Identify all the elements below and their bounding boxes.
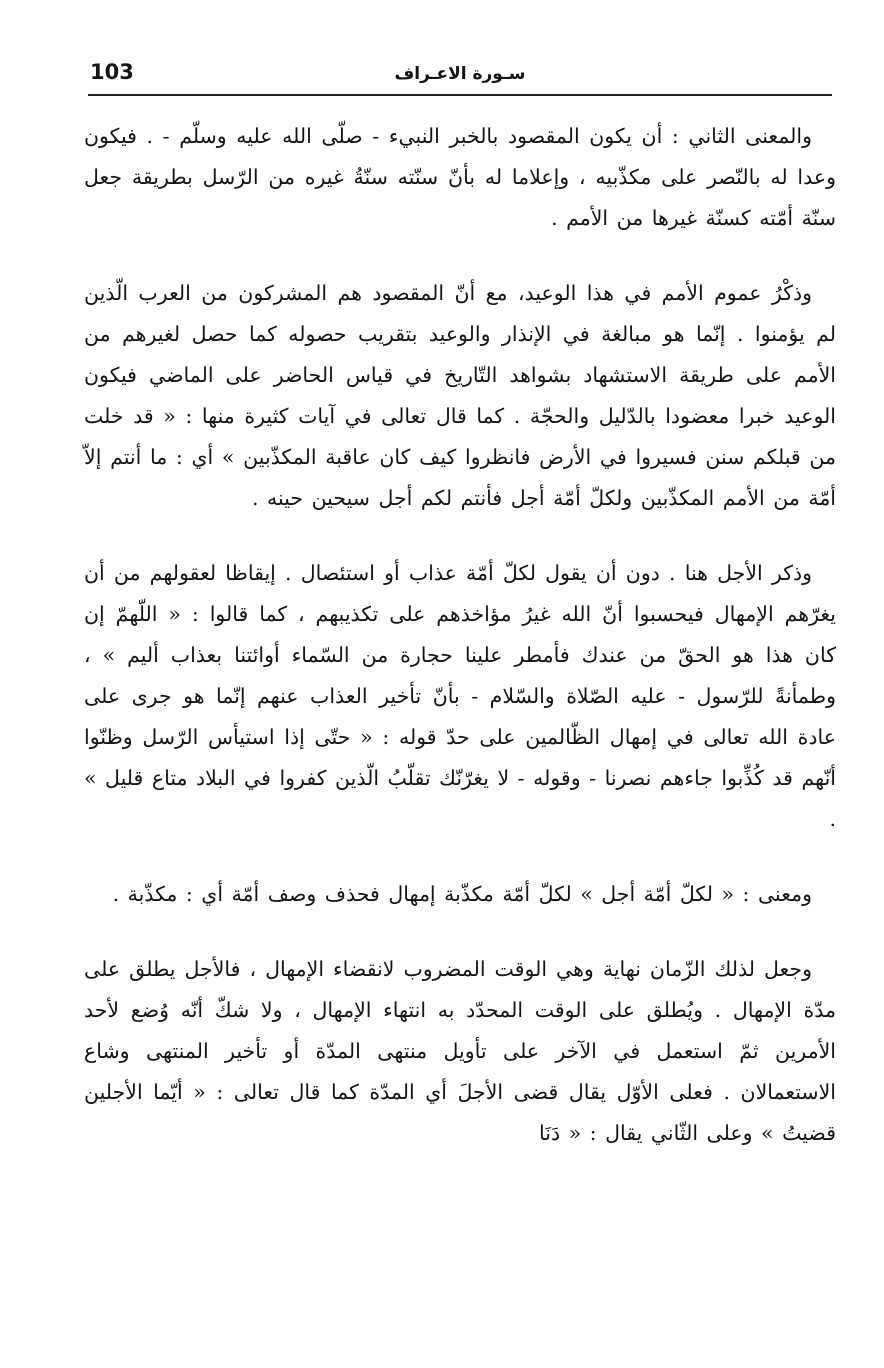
paragraph: والمعنى الثاني : أن يكون المقصود بالخبر النبيء - صلّى الله عليه وسلّم - . فيكون وعدا له بالنّصر على مكذّبيه ، وإعلاما له بأنّ سنّته سنّةُ غيره من الرّسل بطريقة جعل سنّة أمّته كسنّة غيرها من الأمم . <box>84 124 836 230</box>
paragraph: وذكْرُ عموم الأمم في هذا الوعيد، مع أنّ المقصود هم المشركون من العرب الّذين لم يؤمنوا . إنّما هو مبالغة في الإنذار والوعيد بتقريب حصوله كما حصل لغيرهم من الأمم على طريقة الاستشهاد بشواهد التّاريخ في قياس الحاضر على الماضي فيكون الوعيد خبرا معضودا بالدّليل والحجّة . كما قال تعالى في آيات كثيرة منها : « قد خلت من قبلكم سنن فسيروا في الأرض فانظروا كيف كان عاقبة المكذّبين » أي : ما أنتم إلاّ أمّة من الأمم المكذّبين ولكلّ أمّة أجل فأنتم لكم أجل سيحين حينه . <box>84 281 836 510</box>
running-title: سـورة الاعـراف <box>394 64 526 84</box>
paragraph: وجعل لذلك الزّمان نهاية وهي الوقت المضروب لانقضاء الإمهال ، فالأجل يطلق على مدّة الإمهال . ويُطلق على الوقت المحدّد به انتهاء الإمهال ، ولا شكّ أنّه وُضع لأحد الأمرين ثمّ استعمل في الآخر على تأويل منتهى المدّة أو تأخير المنتهى وشاع الاستعمالان . فعلى الأوّل يقال قضى الأجلَ أي المدّة كما قال تعالى : « أيّما الأجلين قضيتُ » وعلى الثّاني يقال : « دَنَا <box>84 957 836 1145</box>
page-header <box>88 58 832 96</box>
page-body <box>84 116 836 1192</box>
paragraph: ومعنى : « لكلّ أمّة أجل » لكلّ أمّة مكذّبة إمهال فحذف وصف أمّة أي : مكذّبة . <box>112 882 812 906</box>
paragraph: وذكر الأجل هنا . دون أن يقول لكلّ أمّة عذاب أو استئصال . إيقاظا لعقولهم من أن يغرّهم الإمهال فيحسبوا أنّ الله غيرُ مؤاخذهم على تكذيبهم ، كما قالوا : « اللّهمّ إن كان هذا هو الحقّ من عندك فأمطر علينا حجارة من السّماء أوائتنا بعذاب أليم » ، وطمأنةً للرّسول - عليه الصّلاة والسّلام - بأنّ تأخير العذاب عنهم إنّما هو جرى على عادة الله تعالى في إمهال الظّالمين على حدّ قوله : « حتّى إذا استيأس الرّسل وظنّوا أنّهم قد كُذِّبوا جاءهم نصرنا - وقوله - لا يغرّنّك تقلّبُ الّذين كفروا في البلاد متاع قليل » . <box>84 561 836 831</box>
page-number: 103 <box>90 60 134 84</box>
